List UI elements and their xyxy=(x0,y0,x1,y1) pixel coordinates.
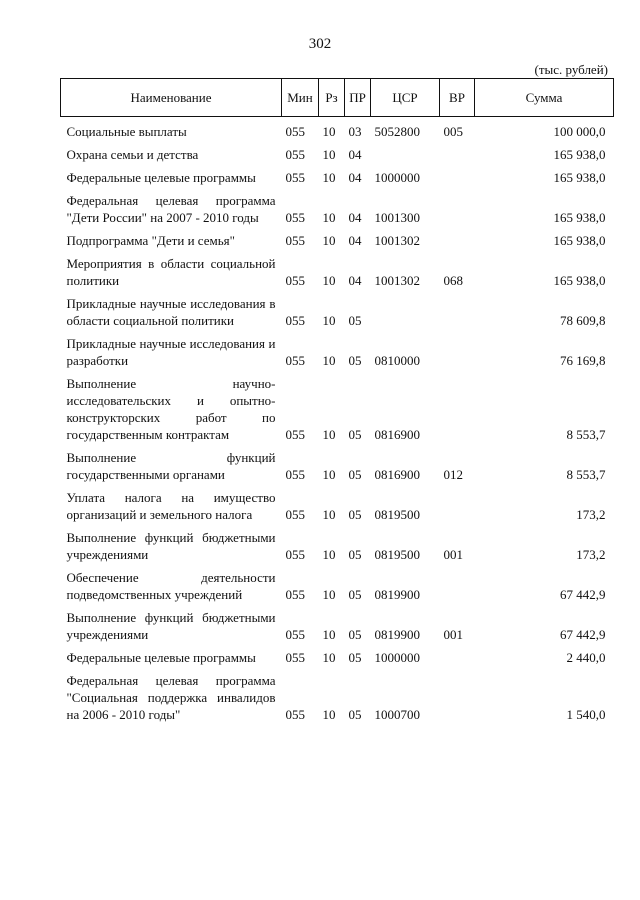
row-name: Федеральная целевая программа "Дети России" на 2007 - 2010 годы xyxy=(66,193,276,225)
row-rz: 10 xyxy=(322,707,336,722)
row-vr xyxy=(440,375,475,443)
row-name: Подпрограмма "Дети и семья" xyxy=(66,233,235,248)
row-pr: 04 xyxy=(348,210,362,225)
row-rz: 10 xyxy=(322,233,336,248)
row-min: 055 xyxy=(285,233,305,248)
row-sum: 165 938,0 xyxy=(553,233,606,248)
row-csr: 5052800 xyxy=(374,124,420,139)
row-name: Выполнение функций бюджетными учреждениями xyxy=(66,530,276,562)
table-row xyxy=(61,255,614,289)
row-name: Федеральная целевая программа "Социальная поддержка инвалидов на 2006 - 2010 годы" xyxy=(66,673,276,722)
row-vr xyxy=(440,489,475,523)
row-min: 055 xyxy=(285,627,305,642)
row-name: Уплата налога на имущество организаций и земельного налога xyxy=(66,490,276,522)
row-vr: 001 xyxy=(443,627,463,642)
row-rz: 10 xyxy=(322,147,336,162)
row-sum: 165 938,0 xyxy=(553,170,606,185)
row-min: 055 xyxy=(285,467,305,482)
row-vr: 005 xyxy=(443,124,463,139)
row-min: 055 xyxy=(285,313,305,328)
row-min: 055 xyxy=(285,707,305,722)
budget-table-container xyxy=(60,78,613,723)
row-min: 055 xyxy=(285,147,305,162)
row-csr: 0816900 xyxy=(374,467,420,482)
row-sum: 165 938,0 xyxy=(553,210,606,225)
row-pr: 05 xyxy=(348,587,362,602)
row-sum: 8 553,7 xyxy=(566,427,606,442)
row-sum: 165 938,0 xyxy=(553,147,606,162)
row-name: Выполнение функций государственными органами xyxy=(66,450,276,482)
row-rz: 10 xyxy=(322,124,336,139)
row-pr: 05 xyxy=(348,547,362,562)
row-min: 055 xyxy=(285,650,305,665)
row-name: Охрана семьи и детства xyxy=(66,147,199,162)
row-rz: 10 xyxy=(322,427,336,442)
table-row xyxy=(61,569,614,603)
row-min: 055 xyxy=(285,273,305,288)
table-row xyxy=(61,192,614,226)
row-min: 055 xyxy=(285,427,305,442)
row-csr: 1001302 xyxy=(374,273,420,288)
row-min: 055 xyxy=(285,547,305,562)
row-rz: 10 xyxy=(322,587,336,602)
row-sum: 100 000,0 xyxy=(553,124,606,139)
row-pr: 04 xyxy=(348,233,362,248)
row-sum: 165 938,0 xyxy=(553,273,606,288)
table-header xyxy=(61,79,614,117)
row-rz: 10 xyxy=(322,210,336,225)
row-csr: 1001302 xyxy=(374,233,420,248)
row-rz: 10 xyxy=(322,627,336,642)
row-name: Выполнение функций бюджетными учреждениями xyxy=(66,610,276,642)
row-rz: 10 xyxy=(322,353,336,368)
row-vr: 001 xyxy=(443,547,463,562)
header-csr: ЦСР xyxy=(371,79,440,117)
row-rz: 10 xyxy=(322,467,336,482)
table-row xyxy=(61,649,614,666)
row-vr xyxy=(440,169,475,186)
row-name: Федеральные целевые программы xyxy=(66,650,256,665)
row-name: Мероприятия в области социальной политики xyxy=(66,256,276,288)
row-sum: 8 553,7 xyxy=(566,467,606,482)
row-vr: 068 xyxy=(443,273,463,288)
row-vr xyxy=(440,672,475,723)
row-rz: 10 xyxy=(322,313,336,328)
row-vr xyxy=(440,569,475,603)
row-csr: 0816900 xyxy=(374,427,420,442)
row-pr: 05 xyxy=(348,427,362,442)
row-csr: 0819500 xyxy=(374,547,420,562)
row-rz: 10 xyxy=(322,547,336,562)
row-sum: 67 442,9 xyxy=(560,587,606,602)
table-row xyxy=(61,672,614,723)
row-csr: 1000000 xyxy=(374,170,420,185)
row-name: Федеральные целевые программы xyxy=(66,170,256,185)
row-csr xyxy=(371,295,440,329)
row-sum: 2 440,0 xyxy=(566,650,606,665)
row-sum: 76 169,8 xyxy=(560,353,606,368)
row-name: Обеспечение деятельности подведомственных учреждений xyxy=(66,570,276,602)
page-number: 302 xyxy=(308,36,332,52)
row-csr: 0819900 xyxy=(374,627,420,642)
table-row xyxy=(61,449,614,483)
table-row xyxy=(61,146,614,163)
header-pr: ПР xyxy=(345,79,371,117)
row-pr: 05 xyxy=(348,353,362,368)
row-pr: 05 xyxy=(348,507,362,522)
row-rz: 10 xyxy=(322,273,336,288)
row-vr xyxy=(440,295,475,329)
table-row xyxy=(61,123,614,140)
row-pr: 05 xyxy=(348,707,362,722)
row-vr xyxy=(440,649,475,666)
table-row xyxy=(61,232,614,249)
row-csr: 0819500 xyxy=(374,507,420,522)
row-vr xyxy=(440,335,475,369)
row-min: 055 xyxy=(285,170,305,185)
table-row xyxy=(61,529,614,563)
row-name: Прикладные научные исследования и разработки xyxy=(66,336,276,368)
row-sum: 67 442,9 xyxy=(560,627,606,642)
row-csr: 1001300 xyxy=(374,210,420,225)
table-body xyxy=(61,117,614,724)
row-csr: 1000700 xyxy=(374,707,420,722)
units-label: (тыс. рублей) xyxy=(534,62,608,77)
row-min: 055 xyxy=(285,124,305,139)
row-min: 055 xyxy=(285,210,305,225)
row-vr xyxy=(440,192,475,226)
row-pr: 04 xyxy=(348,170,362,185)
row-name: Социальные выплаты xyxy=(66,124,187,139)
row-csr: 0819900 xyxy=(374,587,420,602)
table-row xyxy=(61,335,614,369)
row-vr: 012 xyxy=(443,467,463,482)
row-vr xyxy=(440,232,475,249)
table-row xyxy=(61,489,614,523)
row-min: 055 xyxy=(285,353,305,368)
header-sum: Сумма xyxy=(475,79,614,117)
row-csr xyxy=(371,146,440,163)
row-rz: 10 xyxy=(322,650,336,665)
table-row xyxy=(61,609,614,643)
row-name: Выполнение научно-исследовательских и опытно-конструкторских работ по государственным контрактам xyxy=(66,376,276,442)
row-sum: 173,2 xyxy=(576,507,606,522)
row-csr: 0810000 xyxy=(374,353,420,368)
row-pr: 03 xyxy=(348,124,362,139)
row-min: 055 xyxy=(285,507,305,522)
row-rz: 10 xyxy=(322,507,336,522)
row-name: Прикладные научные исследования в области социальной политики xyxy=(66,296,276,328)
row-pr: 04 xyxy=(348,273,362,288)
budget-table xyxy=(60,78,614,723)
header-vr: ВР xyxy=(440,79,475,117)
row-pr: 05 xyxy=(348,650,362,665)
row-csr: 1000000 xyxy=(374,650,420,665)
row-vr xyxy=(440,146,475,163)
row-pr: 04 xyxy=(348,147,362,162)
header-min: Мин xyxy=(282,79,319,117)
table-row xyxy=(61,295,614,329)
header-name: Наименование xyxy=(61,79,282,117)
row-pr: 05 xyxy=(348,627,362,642)
row-min: 055 xyxy=(285,587,305,602)
row-sum: 78 609,8 xyxy=(560,313,606,328)
row-sum: 1 540,0 xyxy=(566,707,606,722)
table-row xyxy=(61,169,614,186)
row-pr: 05 xyxy=(348,467,362,482)
row-pr: 05 xyxy=(348,313,362,328)
table-row xyxy=(61,375,614,443)
row-sum: 173,2 xyxy=(576,547,606,562)
row-rz: 10 xyxy=(322,170,336,185)
header-rz: Рз xyxy=(319,79,345,117)
